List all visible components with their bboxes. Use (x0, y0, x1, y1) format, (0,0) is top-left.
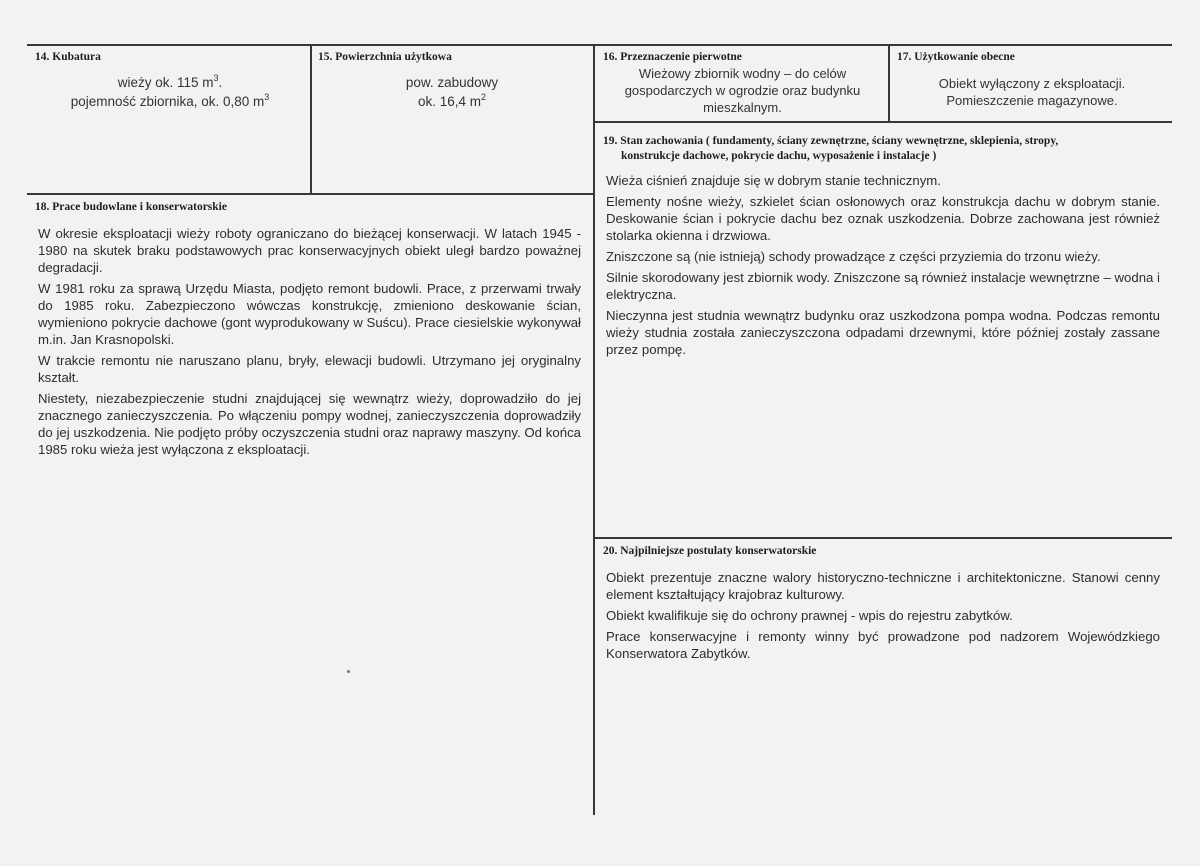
kubatura-line: wieży ok. 115 $m^3$. (117, 73, 223, 90)
built-area-line: ok. 16,4 $m^2$ (417, 92, 487, 109)
section-18-title: 18. Prace budowlane i konserwatorskie (35, 201, 227, 213)
kubatura-value: wieży ok. 115 m (117, 75, 214, 90)
section-16-title: 16. Przeznaczenie pierwotne (603, 51, 742, 63)
divider-14-15 (310, 44, 312, 194)
section-15-title: 15. Powierzchnia użytkowa (318, 51, 452, 63)
s18-paragraph: W trakcie remontu nie naruszano planu, bryły, elewacji budowli. Utrzymano jej oryginalny kształt. (38, 353, 581, 385)
row-divider-16-19 (593, 121, 1172, 123)
s20-paragraph: Obiekt prezentuje znaczne walory historyczno-techniczne i architektoniczne. Stanowi cenny element kształtujący krajobraz kulturowy. (606, 570, 1160, 602)
s20-paragraph: Obiekt kwalifikuje się do ochrony prawnej - wpis do rejestru zabytków. (606, 608, 1013, 623)
tank-capacity-value: pojemność zbiornika, ok. 0,80 m (70, 94, 265, 109)
s19-paragraph: Zniszczone są (nie istnieją) schody prowadzące z części przyziemia do trzonu wieży. (606, 249, 1101, 264)
built-area-label: pow. zabudowy (405, 75, 499, 90)
current-use-line2: Pomieszczenie magazynowe. (946, 93, 1118, 108)
row-divider-14-18 (27, 193, 594, 195)
tank-capacity-line: pojemność zbiornika, ok. 0,80 $m^3$ (70, 92, 270, 109)
section-17-title: 17. Użytkowanie obecne (897, 51, 1015, 63)
s18-paragraph: W 1981 roku za sprawą Urzędu Miasta, podjęto remont budowli. Prace, z przerwami trwały do 1985 roku. Zabezpieczono wówczas konstrukcję, zmieniono deskowanie ścian, wymieniono pokrycie dachowe (gont wyprodukowany w Suścu). Prace ciesielskie wykonywał m.in. Jan Krasnopolski. (38, 281, 581, 347)
section-14-title: 14. Kubatura (35, 51, 101, 63)
scan-speck (347, 670, 350, 673)
section-14-content (30, 73, 310, 111)
s19-paragraph: Nieczynna jest studnia wewnątrz budynku oraz uszkodzona pompa wodna. Podczas remontu wieży studnia została zanieczyszczona odpadami drzewnymi, które później zostały zassane przez pompę. (606, 308, 1160, 357)
section-19-title-line2: konstrukcje dachowe, pokrycie dachu, wyposażenie i instalacje ) (621, 150, 937, 162)
s19-paragraph: Silnie skorodowany jest zbiornik wody. Zniszczone są również instalacje wewnętrzne – wodna i elektryczna. (606, 270, 1160, 302)
current-use-content (892, 75, 1172, 109)
s19-paragraph: Wieża ciśnień znajduje się w dobrym stanie technicznym. (606, 173, 941, 188)
section-15-content (312, 73, 592, 111)
built-area-value: ok. 16,4 m (417, 94, 481, 109)
s18-paragraph: W okresie eksploatacji wieży roboty ograniczano do bieżącej konserwacji. W latach 1945 - 1980 na skutek braku podstawowych prac konserwacyjnych obiekt uległ bardzo poważnej degradacji. (38, 226, 581, 275)
section-19-title (603, 134, 1058, 164)
section-18-body (38, 225, 581, 462)
row-divider-19-20 (593, 537, 1172, 539)
divider-16-17 (888, 44, 890, 122)
section-19-body (606, 172, 1160, 362)
divider-left-right (593, 44, 595, 815)
section-20-title: 20. Najpilniejsze postulaty konserwatorskie (603, 545, 817, 557)
s19-paragraph: Elementy nośne wieży, szkielet ścian osłonowych oraz konstrukcja dachu w dobrym stanie. Deskowanie ścian i pokrycie dachu bez oznak uszkodzenia. Dobrze zachowana jest również stolarka okienna i drzwiowa. (606, 194, 1160, 243)
section-19-title-line1: 19. Stan zachowania ( fundamenty, ściany zewnętrzne, ściany wewnętrzne, sklepienia, stropy, (603, 135, 1059, 147)
original-purpose-text: Wieżowy zbiornik wodny – do celów gospodarczych w ogrodzie oraz budynku mieszkalnym. (624, 66, 861, 115)
s18-paragraph: Niestety, niezabezpieczenie studni znajdującej się wewnątrz wieży, doprowadziło do jej znacznego zanieczyszczenia. Po włączeniu pompy wodnej, zanieczyszczenia doprowadziły do jej uszkodzenia. Nie podjęto próby oczyszczenia studni oraz naprawy maszyny. Od końca 1985 roku wieża jest wyłączona z eksploatacji. (38, 391, 581, 457)
s20-paragraph: Prace konserwacyjne i remonty winny być prowadzone pod nadzorem Wojewódzkiego Konserwatora Zabytków. (606, 629, 1160, 661)
top-border (27, 44, 1172, 46)
section-20-body (606, 569, 1160, 666)
current-use-line1: Obiekt wyłączony z eksploatacji. (938, 76, 1126, 91)
